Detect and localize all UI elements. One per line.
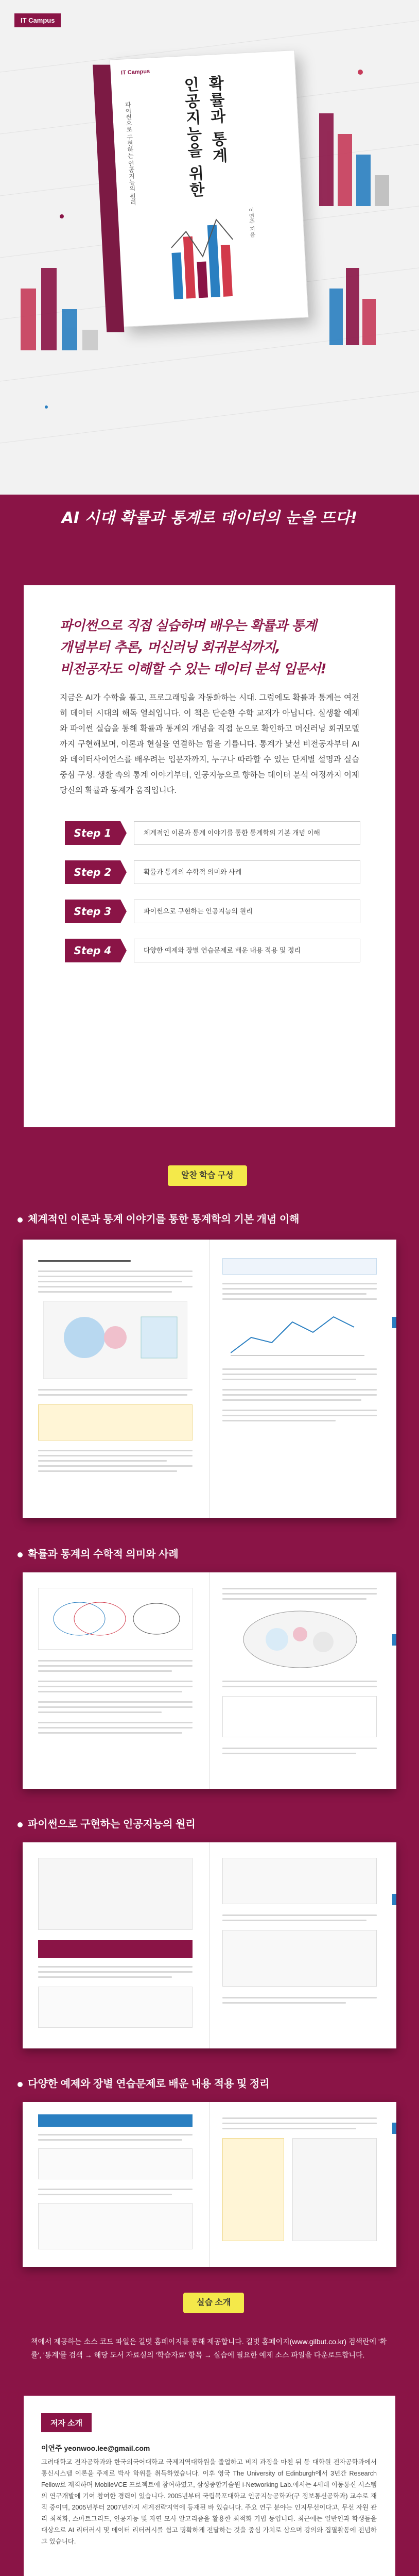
section-3-title [18,1816,196,1831]
book-title-line2: 확률과 통계 [205,75,228,165]
step-tag: Step 3 [65,900,120,923]
spread-left-page [23,1572,210,1789]
section-1-title-text: 체계적인 이론과 통계 이야기를 통한 통계학의 기본 개념 이해 [28,1214,300,1225]
learning-structure-label: 알찬 학습 구성 [168,1165,247,1186]
author-label: 저자 소개 [41,2413,92,2432]
spread-left-page [23,2102,210,2267]
spread-left-page [23,1842,210,2048]
spread-right-page [210,1842,396,2048]
publisher-badge: IT Campus [14,13,61,27]
book-title-line1: 인공지능을 위한 [180,76,205,199]
section-4-page-spread [23,2102,396,2267]
isometric-bars-left [21,268,98,350]
author-name-email: 이연주 yeonwoo.lee@gmail.com [41,2444,150,2452]
step-text: 파이썬으로 구현하는 인공지능의 원리 [134,900,360,923]
section-2-page-spread [23,1572,396,1789]
book-cover [110,50,309,327]
section-3-title-text: 파이썬으로 구현하는 인공지능의 원리 [28,1819,196,1830]
tagline: AI 시대 확률과 통계로 데이터의 눈을 뜨다! [61,509,358,527]
steps-list [65,821,395,962]
section-1-title [18,1211,299,1226]
step-tag: Step 2 [65,860,120,884]
book-cover-illustration [164,208,246,305]
step-tag: Step 4 [65,939,120,962]
intro-card [24,585,395,1127]
step-text: 체계적인 이론과 통계 이야기를 통한 통계학의 기본 개념 이해 [134,821,360,845]
hero-section [0,0,419,495]
spread-right-page [210,1572,396,1789]
bullet-icon [18,2082,23,2087]
spread-right-page [210,2102,396,2267]
section-2-title-text: 확률과 통계의 수학적 의미와 사례 [28,1549,179,1560]
section-2-title [18,1546,179,1561]
intro-body: 지금은 AI가 수학을 풀고, 프로그래밍을 자동화하는 시대. 그럼에도 확률과 통계는 여전히 데이터 시대의 해독 열쇠입니다. 이 책은 단순한 수학 교재가 아닙니다. 실생활 예제와 파이썬 실습을 통해 확률과 통계의 개념을 직접 눈으로 확인하고 머신러닝 회귀모델까지 구현해보며, 이론과 현실을 연결하는 힘을 기릅니다. 통계가 낯선 비전공자부터 AI와 데이터사이언스를 배우려는 입문자까지, 누구나 따라할 수 있는 단계별 설명과 실습 중심 구성. 생활 속의 통계 이야기부터, 인공지능으로 향하는 데이터 분석 여정까지 이제 당신의 확률과 통계가 움직입니다. [60,693,359,795]
section-3-page-spread [23,1842,396,2048]
intro-headline [60,615,359,680]
intro-headline-line2: 개념부터 추론, 머신러닝 회귀분석까지, [60,640,280,655]
section-1-page-spread [23,1240,396,1518]
spread-left-page [23,1240,210,1518]
section-4-title [18,2075,270,2090]
sample-figure-diagram [43,1301,187,1379]
section-4-title-text: 다양한 예제와 장별 연습문제로 배운 내용 적용 및 정리 [28,2078,270,2090]
bullet-icon [18,1822,23,1827]
sample-line-plot [231,1307,370,1358]
step-item [65,821,395,845]
step-text: 다양한 예제와 장별 연습문제로 배운 내용 적용 및 정리 [134,939,360,962]
author-bio: 고려대학교 전자공학과와 한국외국어대학교 국제지역대학원을 졸업하고 비지 과정을 마친 뒤 동 대학원 전자공학과에서 통신시스템 이론을 주제로 박사 학위를 취득하였습니다. 이후 영국 The University of Edinburgh에서 3년간 Research Fellow로 재직하며 MobileVCE 프로젝트에 참여하였고, 삼성종합기술원 i-Networking Lab.에서는 4세대 이동통신 시스템의 연구개발에 기여 참여한 경력이 있습니다. 2005년부터 국립목포대학교 인공지능공학과(구 정보통신공학과) 교수로 재직 중이며, 2005년부터 2007년까지 세계전략지역에 등재된 바 있습니다. 주요 연구 분야는 인지무선이다고, 무선 자원 관리 최적화, 스마트그리드, 인공지능 및 자연 모사 알고리즘을 활용한 최적화 기법 등입니다. 최근에는 일반인과 학생들을 대상으로 AI 리터러시 및 데이터 리터러시를 쉽고 명확하게 전달하는 것을 중심 가치로 삼으며 강의와 집필활동에 전념하고 있습니다. [41,2459,377,2545]
sample-sets-diagram [241,1608,359,1670]
download-instructions: 책에서 제공하는 소스 코드 파일은 길벗 홈페이지를 통해 제공합니다. 길벗 홈페이지(www.gilbut.co.kr) 검색란에 '확률', '통계'를 검색 → 해당 도서 자료실의 '학습자료' 항목 → 실습에 필요한 예제 소스 파일을 다운로드합니다. [31,2337,387,2359]
step-tag: Step 1 [65,821,120,845]
step-item [65,939,395,962]
step-item [65,900,395,923]
practice-intro-label: 실습 소개 [183,2293,244,2313]
spread-right-page [210,1240,396,1518]
book-brand: IT Campus [120,68,150,76]
intro-headline-line3: 비전공자도 이해할 수 있는 데이터 분석 입문서! [60,662,326,677]
author-card [24,2396,395,2576]
bullet-icon [18,1217,23,1223]
tagline-band [0,495,419,556]
step-text: 확률과 통계의 수학적 의미와 사례 [134,860,360,884]
isometric-bars-right [319,113,389,345]
step-item [65,860,395,884]
book-author: 이연주 지음 [248,207,256,238]
intro-headline-line1: 파이썬으로 직접 실습하며 배우는 확률과 통계 [60,618,317,634]
bullet-icon [18,1552,23,1557]
sample-venn-diagram [38,1588,193,1650]
book-subtitle: 파이썬으로 구현하는 인공지능의 원리 [124,101,137,206]
